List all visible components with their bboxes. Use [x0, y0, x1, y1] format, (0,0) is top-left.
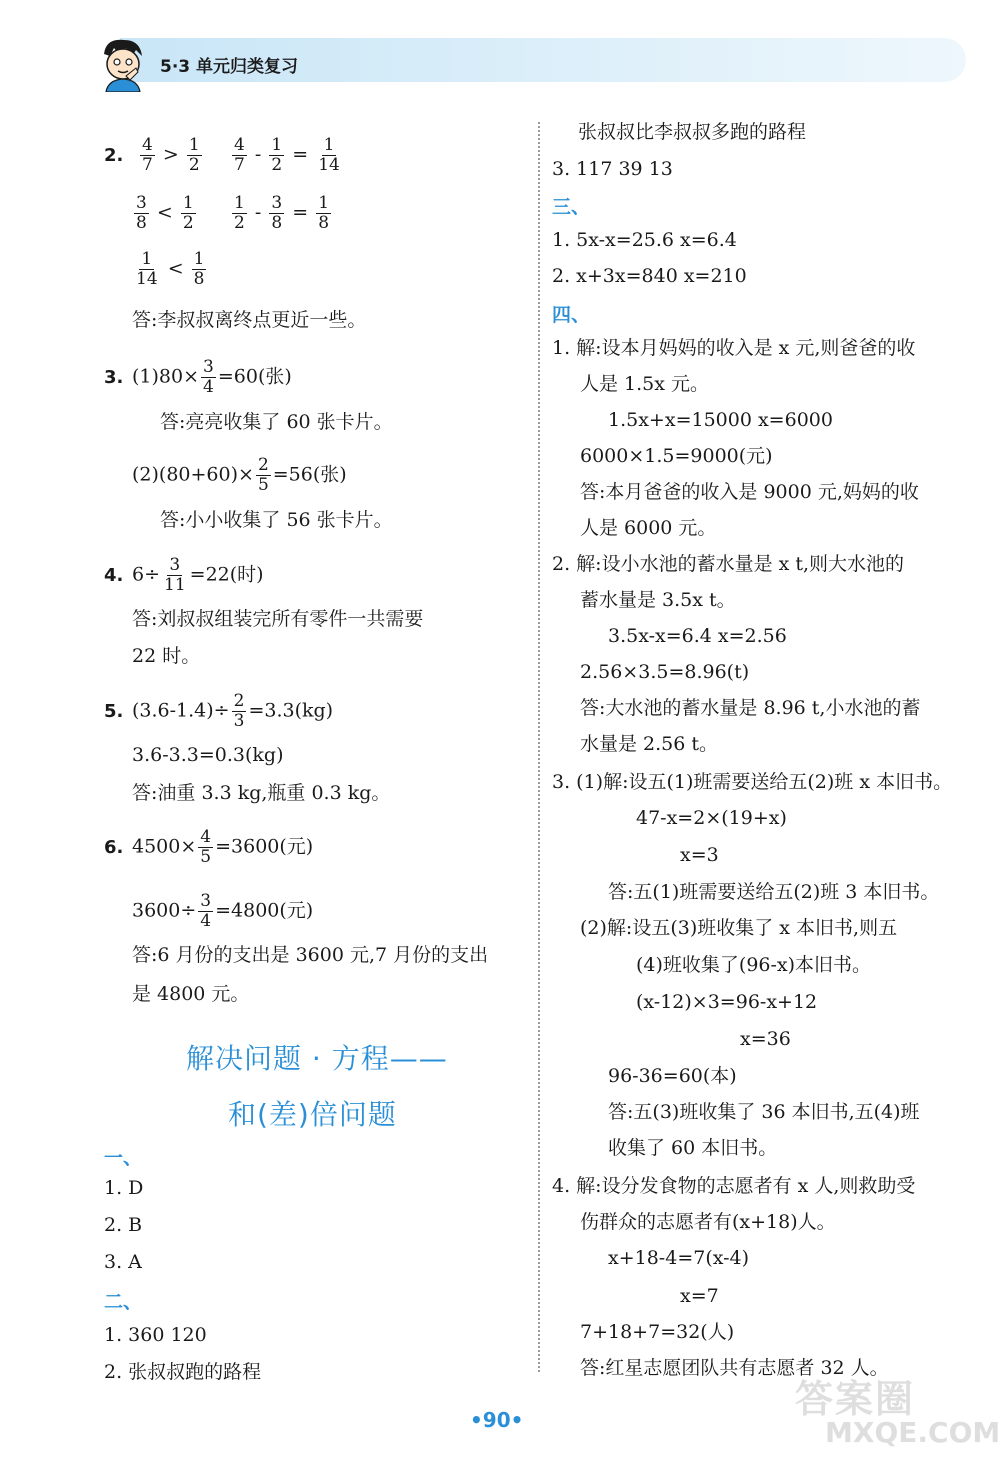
- fraction: $\frac{3}{4}$: [200, 891, 212, 931]
- part-two-item: 2. 张叔叔跑的路程: [104, 1361, 262, 1383]
- s2-line: 3.5x-x=6.4 x=2.56: [608, 625, 787, 647]
- s4-line: x=7: [680, 1285, 719, 1307]
- part-two-heading: 二、: [104, 1291, 143, 1313]
- watermark-bottom: MXQE.COM: [825, 1416, 1000, 1449]
- s1-line: 1.5x+x=15000 x=6000: [608, 409, 833, 431]
- right-line: 3. 117 39 13: [552, 158, 673, 180]
- q5-answer: 答:油重 3.3 kg,瓶重 0.3 kg。: [132, 782, 391, 804]
- boy-mascot-icon: [96, 36, 148, 92]
- s2-line: 2. 解:设小水池的蓄水量是 x t,则大水池的: [552, 553, 905, 575]
- s2-line: 2.56×3.5=8.96(t): [580, 661, 750, 683]
- right-line: 2. x+3x=840 x=210: [552, 265, 747, 287]
- site-watermark: [795, 1368, 1000, 1452]
- s1-line: 答:本月爸爸的收入是 9000 元,妈妈的收: [580, 481, 919, 503]
- q2-calc-2: $\frac{1}{2}$ - $\frac{3}{8}$ = $\frac{1}{8}$: [234, 193, 330, 233]
- s3-line: x=3: [680, 844, 719, 866]
- q4-calc: 4. 6÷ $\frac{3}{11}$ =22(时): [104, 555, 264, 595]
- q2-row-3: $\frac{1}{14}$ < $\frac{1}{8}$: [136, 249, 205, 289]
- s1-line: 6000×1.5=9000(元): [580, 445, 773, 467]
- s1-line: 1. 解:设本月妈妈的收入是 x 元,则爸爸的收: [552, 337, 916, 359]
- q2-number: 2.: [104, 144, 124, 166]
- q4-answer-1: 答:刘叔叔组装完所有零件一共需要: [132, 608, 424, 630]
- s2-line: 答:大水池的蓄水量是 8.96 t,小水池的蓄: [580, 697, 921, 719]
- watermark-top: 答案圈: [795, 1377, 916, 1421]
- fraction: $\frac{3}{4}$: [203, 357, 214, 397]
- right-line: 张叔叔比李叔叔多跑的路程: [578, 121, 807, 143]
- part-one-item: 3. A: [104, 1251, 142, 1273]
- q6-line-2: 3600÷ $\frac{3}{4}$ =4800(元): [132, 891, 314, 931]
- fraction: $\frac{1}{14}$: [136, 249, 158, 289]
- s3-line: 答:五(1)班需要送给五(2)班 3 本旧书。: [608, 881, 940, 903]
- q3-answer-1: 答:亮亮收集了 60 张卡片。: [160, 411, 393, 433]
- q2-row-2: $\frac{3}{8}$ < $\frac{1}{2}$: [136, 193, 194, 233]
- q6-answer-1: 答:6 月份的支出是 3600 元,7 月份的支出: [132, 944, 489, 966]
- fraction: $\frac{3}{8}$: [271, 193, 283, 233]
- fraction: $\frac{1}{8}$: [193, 249, 205, 289]
- page-number: •90•: [470, 1408, 524, 1432]
- s2-line: 水量是 2.56 t。: [580, 733, 719, 755]
- fraction: $\frac{4}{5}$: [200, 827, 212, 867]
- right-line: 1. 5x-x=25.6 x=6.4: [552, 229, 737, 251]
- q2-calc-1: $\frac{4}{7}$ - $\frac{1}{2}$ = $\frac{1}{14}$: [234, 135, 340, 175]
- fraction: $\frac{2}{5}$: [257, 455, 269, 495]
- s3-line: (2)解:设五(3)班收集了 x 本旧书,则五: [580, 917, 898, 939]
- fraction: $\frac{1}{2}$: [182, 193, 194, 233]
- s3-line: x=36: [740, 1028, 791, 1050]
- q3-part2: (2)(80+60)× $\frac{2}{5}$ =56(张): [132, 455, 347, 495]
- column-divider: [538, 122, 540, 1372]
- part-one-item: 2. B: [104, 1214, 143, 1236]
- s4-line: 7+18+7=32(人): [580, 1321, 735, 1343]
- fraction: $\frac{3}{11}$: [164, 555, 186, 595]
- q5-line-2: 3.6-3.3=0.3(kg): [132, 744, 284, 766]
- part-two-item: 1. 360 120: [104, 1324, 207, 1346]
- part-three-heading: 三、: [552, 196, 591, 218]
- fraction: $\frac{1}{14}$: [318, 135, 340, 175]
- s3-line: 答:五(3)班收集了 36 本旧书,五(4)班: [608, 1101, 920, 1123]
- fraction: $\frac{4}{7}$: [234, 135, 245, 175]
- s4-line: 4. 解:设分发食物的志愿者有 x 人,则救助受: [552, 1175, 916, 1197]
- s4-line: 伤群众的志愿者有(x+18)人。: [580, 1211, 836, 1233]
- part-one-heading: 一、: [104, 1147, 143, 1169]
- s3-line: (4)班收集了(96-x)本旧书。: [636, 954, 872, 976]
- s1-line: 人是 1.5x 元。: [580, 373, 710, 395]
- s3-line: (x-12)×3=96-x+12: [636, 991, 818, 1013]
- fraction: $\frac{3}{8}$: [136, 193, 147, 233]
- q3-part1: 3. (1)80× $\frac{3}{4}$ =60(张): [104, 357, 292, 397]
- q3-answer-2: 答:小小收集了 56 张卡片。: [160, 509, 393, 531]
- s4-line: 答:红星志愿团队共有志愿者 32 人。: [580, 1357, 889, 1379]
- q6-calc: 6. 4500× $\frac{4}{5}$ =3600(元): [104, 827, 314, 867]
- fraction: $\frac{4}{7}$: [142, 135, 153, 175]
- fraction: $\frac{2}{3}$: [233, 691, 245, 731]
- part-four-heading: 四、: [552, 304, 591, 326]
- section-title-line-1: 解决问题 · 方程——: [186, 1042, 448, 1075]
- fraction: $\frac{1}{2}$: [271, 135, 283, 175]
- s4-line: x+18-4=7(x-4): [608, 1247, 750, 1269]
- section-title-line-2: 和(差)倍问题: [228, 1098, 397, 1131]
- q2-row-1: 2. $\frac{4}{7}$ > $\frac{1}{2}$: [104, 135, 200, 175]
- fraction: $\frac{1}{2}$: [188, 135, 200, 175]
- s3-line: 3. (1)解:设五(1)班需要送给五(2)班 x 本旧书。: [552, 771, 953, 793]
- q5-calc: 5. (3.6-1.4)÷ $\frac{2}{3}$ =3.3(kg): [104, 691, 334, 731]
- s1-line: 人是 6000 元。: [580, 517, 717, 539]
- s3-line: 96-36=60(本): [608, 1065, 737, 1087]
- header-title: 5·3 单元归类复习: [160, 57, 299, 77]
- s3-line: 47-x=2×(19+x): [636, 807, 787, 829]
- fraction: $\frac{1}{8}$: [318, 193, 330, 233]
- part-one-item: 1. D: [104, 1177, 144, 1199]
- s2-line: 蓄水量是 3.5x t。: [580, 589, 736, 611]
- q4-answer-2: 22 时。: [132, 645, 201, 667]
- q6-answer-2: 是 4800 元。: [132, 983, 250, 1005]
- s3-line: 收集了 60 本旧书。: [608, 1137, 778, 1159]
- fraction: $\frac{1}{2}$: [234, 193, 245, 233]
- q2-answer: 答:李叔叔离终点更近一些。: [132, 309, 367, 331]
